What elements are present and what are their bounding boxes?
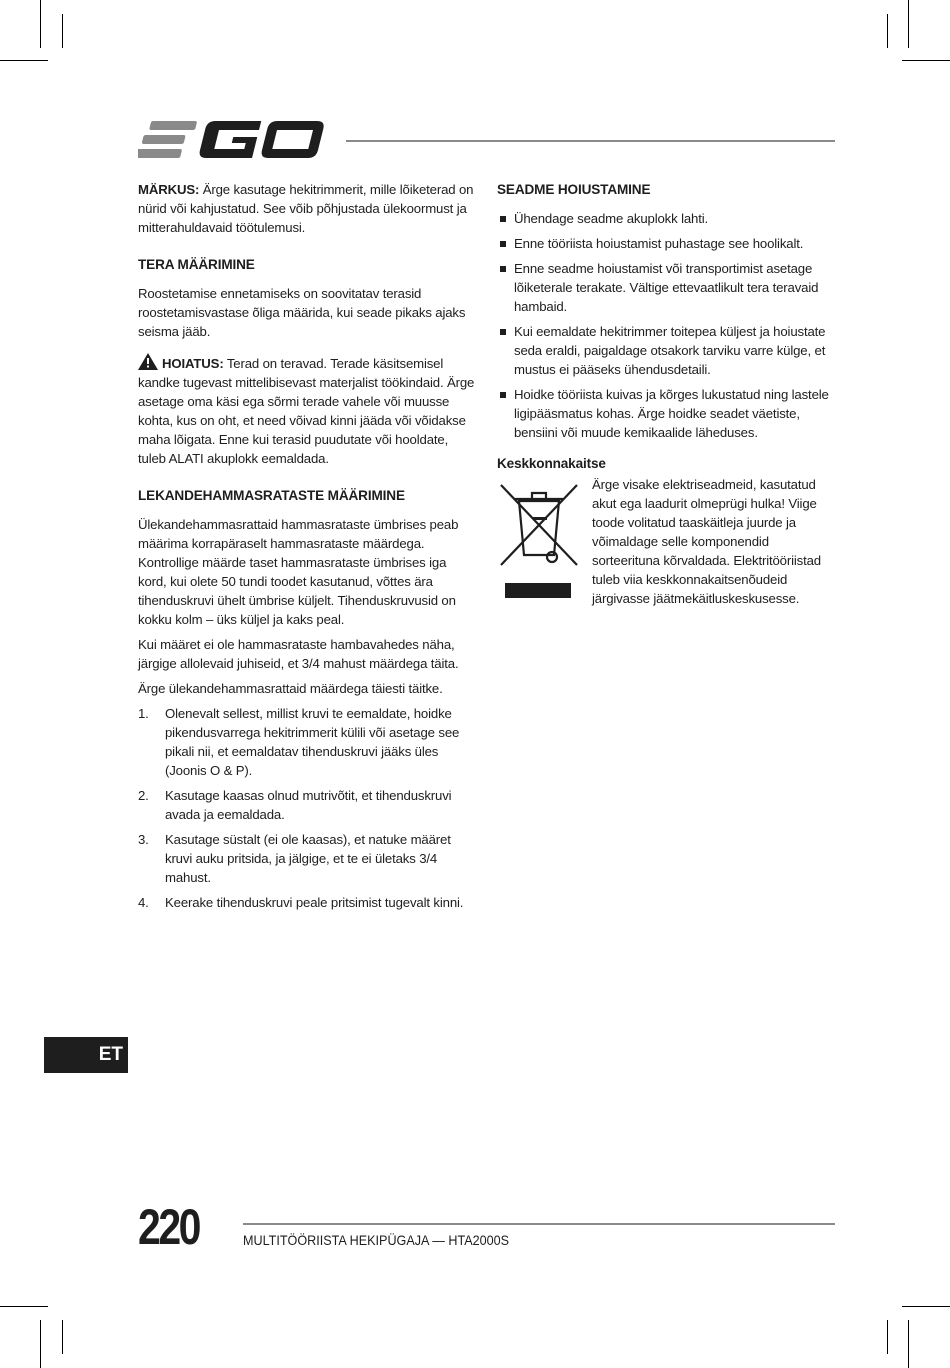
crop-mark — [40, 1320, 41, 1368]
step-item — [138, 704, 478, 780]
step-text: Kasutage süstalt (ei ole kaasas), et natuke määret kruvi auku pritsida, ja jälgige, et te ei ületaks 3/4 mahust. — [165, 832, 451, 885]
gear-paragraph-3: Ärge ülekandehammasrattaid määrdega täiesti täitke. — [138, 681, 443, 696]
environment-text: Ärge visake elektriseadmeid, kasutatud akut ega laadurit olmeprügi hulka! Viige toode volitatud taaskäitleja juurde ja võimaldage selle komponendid sorteerituna kõrvaldada. Elektritööriistad tuleb viia keskkonnakaitsenõudeid järgivasse jäätmekäitluskeskusesse. — [592, 477, 821, 606]
step-item — [138, 830, 478, 887]
crop-mark — [0, 60, 48, 61]
step-number: 3. — [138, 832, 149, 847]
crop-mark — [902, 1306, 950, 1307]
storage-item-text: Ühendage seadme akuplokk lahti. — [514, 211, 709, 226]
crop-mark — [62, 1320, 63, 1354]
warning-text: Terad on teravad. Terade käsitsemisel kandke tugevast mittelibisevast materjalist töökindaid. Ärge asetage oma käsi ega sõrmi terade vahele või muusse kohta, kus on oht, et need võivad kinni jääda või võidakse maha lõigata. Enne kui terasid puudutate või hooldate, tuleb ALATI akuplokk eemaldada. — [138, 356, 475, 466]
crop-mark — [0, 1306, 48, 1307]
crop-mark — [40, 0, 41, 48]
header-rule — [346, 140, 835, 142]
right-column — [497, 180, 835, 614]
crop-mark — [908, 1320, 909, 1368]
ego-logo — [138, 118, 328, 162]
step-item — [138, 786, 478, 824]
crop-mark — [887, 14, 888, 48]
crop-mark — [887, 1320, 888, 1354]
language-tab: ET — [44, 1037, 128, 1073]
step-number: 2. — [138, 788, 149, 803]
left-column — [138, 180, 478, 918]
blade-oil-heading: TERA MÄÄRIMINE — [138, 257, 255, 272]
gear-paragraph-1: Ülekandehammasrattaid hammasrataste ümbrises peab määrima korrapäraselt hammasrataste määrdega. Kontrollige määrde taset hammasrataste ümbrises iga kord, kui olete 50 tundi toodet kasutanud, võttes ära tihenduskruvi ühelt ümbrise küljelt. Tihenduskruvusid on kokku kolm – üks küljel ja kaks peal. — [138, 517, 459, 627]
storage-item — [497, 259, 835, 316]
step-text: Keerake tihenduskruvi peale pritsimist tugevalt kinni. — [165, 895, 464, 910]
bullet-square-icon — [500, 329, 506, 335]
warning-triangle-icon — [138, 353, 158, 370]
storage-item — [497, 385, 835, 442]
step-text: Olenevalt sellest, millist kruvi te eemaldate, hoidke pikendusvarrega hekitrimmerit külili või asetage see pikali nii, et eemaldatav tihenduskruvi jääks üles (Joonis O & P). — [165, 706, 460, 778]
warning-label: HOIATUS: — [162, 356, 224, 371]
crop-mark — [908, 0, 909, 48]
bullet-square-icon — [500, 216, 506, 222]
blade-oil-text: Roostetamise ennetamiseks on soovitatav terasid roostetamisvastase õliga määrida, kui seade pikaks ajaks seisma jääb. — [138, 286, 466, 339]
storage-item-text: Enne tööriista hoiustamist puhastage see hoolikalt. — [514, 236, 804, 251]
gear-heading: LEKANDEHAMMASRATASTE MÄÄRIMINE — [138, 488, 405, 503]
environment-heading: Keskkonnakaitse — [497, 456, 606, 471]
environment-block — [497, 479, 835, 614]
bullet-square-icon — [500, 241, 506, 247]
storage-item — [497, 322, 835, 379]
footer-rule — [243, 1223, 835, 1225]
crop-mark — [902, 60, 950, 61]
bullet-square-icon — [500, 266, 506, 272]
storage-heading: SEADME HOIUSTAMINE — [497, 182, 651, 197]
gear-paragraph-2: Kui määret ei ole hammasrataste hambavahedes näha, järgige allolevaid juhiseid, et 3/4 mahust määrdega täita. — [138, 637, 459, 671]
bullet-square-icon — [500, 392, 506, 398]
storage-list — [497, 209, 835, 442]
step-number: 1. — [138, 706, 149, 721]
storage-item — [497, 209, 835, 228]
page-number: 220 — [138, 1199, 200, 1255]
step-text: Kasutage kaasas olnud mutrivõtit, et tihenduskruvi avada ja eemaldada. — [165, 788, 452, 822]
step-item — [138, 893, 478, 912]
step-number: 4. — [138, 895, 149, 910]
note-label: MÄRKUS: — [138, 182, 200, 197]
storage-item-text: Kui eemaldate hekitrimmer toitepea küljest ja hoiustate seda eraldi, paigaldage otsakork tarviku varre külge, et mustus ei pääseks ühendusdetaili. — [514, 324, 826, 377]
storage-item-text: Enne seadme hoiustamist või transportimist asetage lõiketerale terakate. Vältige ettevaatlikult tera teravaid hambaid. — [514, 261, 819, 314]
warning-paragraph — [138, 353, 478, 468]
gear-steps — [138, 704, 478, 912]
crossed-out-bin-icon — [497, 479, 583, 599]
note-paragraph — [138, 180, 478, 237]
crop-mark — [62, 14, 63, 48]
footer-title: MULTITÖÖRIISTA HEKIPÜGAJA — HTA2000S — [243, 1232, 510, 1248]
storage-item — [497, 234, 835, 253]
storage-item-text: Hoidke tööriista kuivas ja kõrges lukustatud ning lastele ligipääsmatus kohas. Ärge hoidke seadet väetiste, bensiini või muude kemikaalide läheduses. — [514, 387, 829, 440]
note-text: Ärge kasutage hekitrimmerit, mille lõiketerad on nürid või kahjustatud. See võib põhjustada ülekoormust ja mitterahuldavaid töötulemusi. — [138, 182, 474, 235]
